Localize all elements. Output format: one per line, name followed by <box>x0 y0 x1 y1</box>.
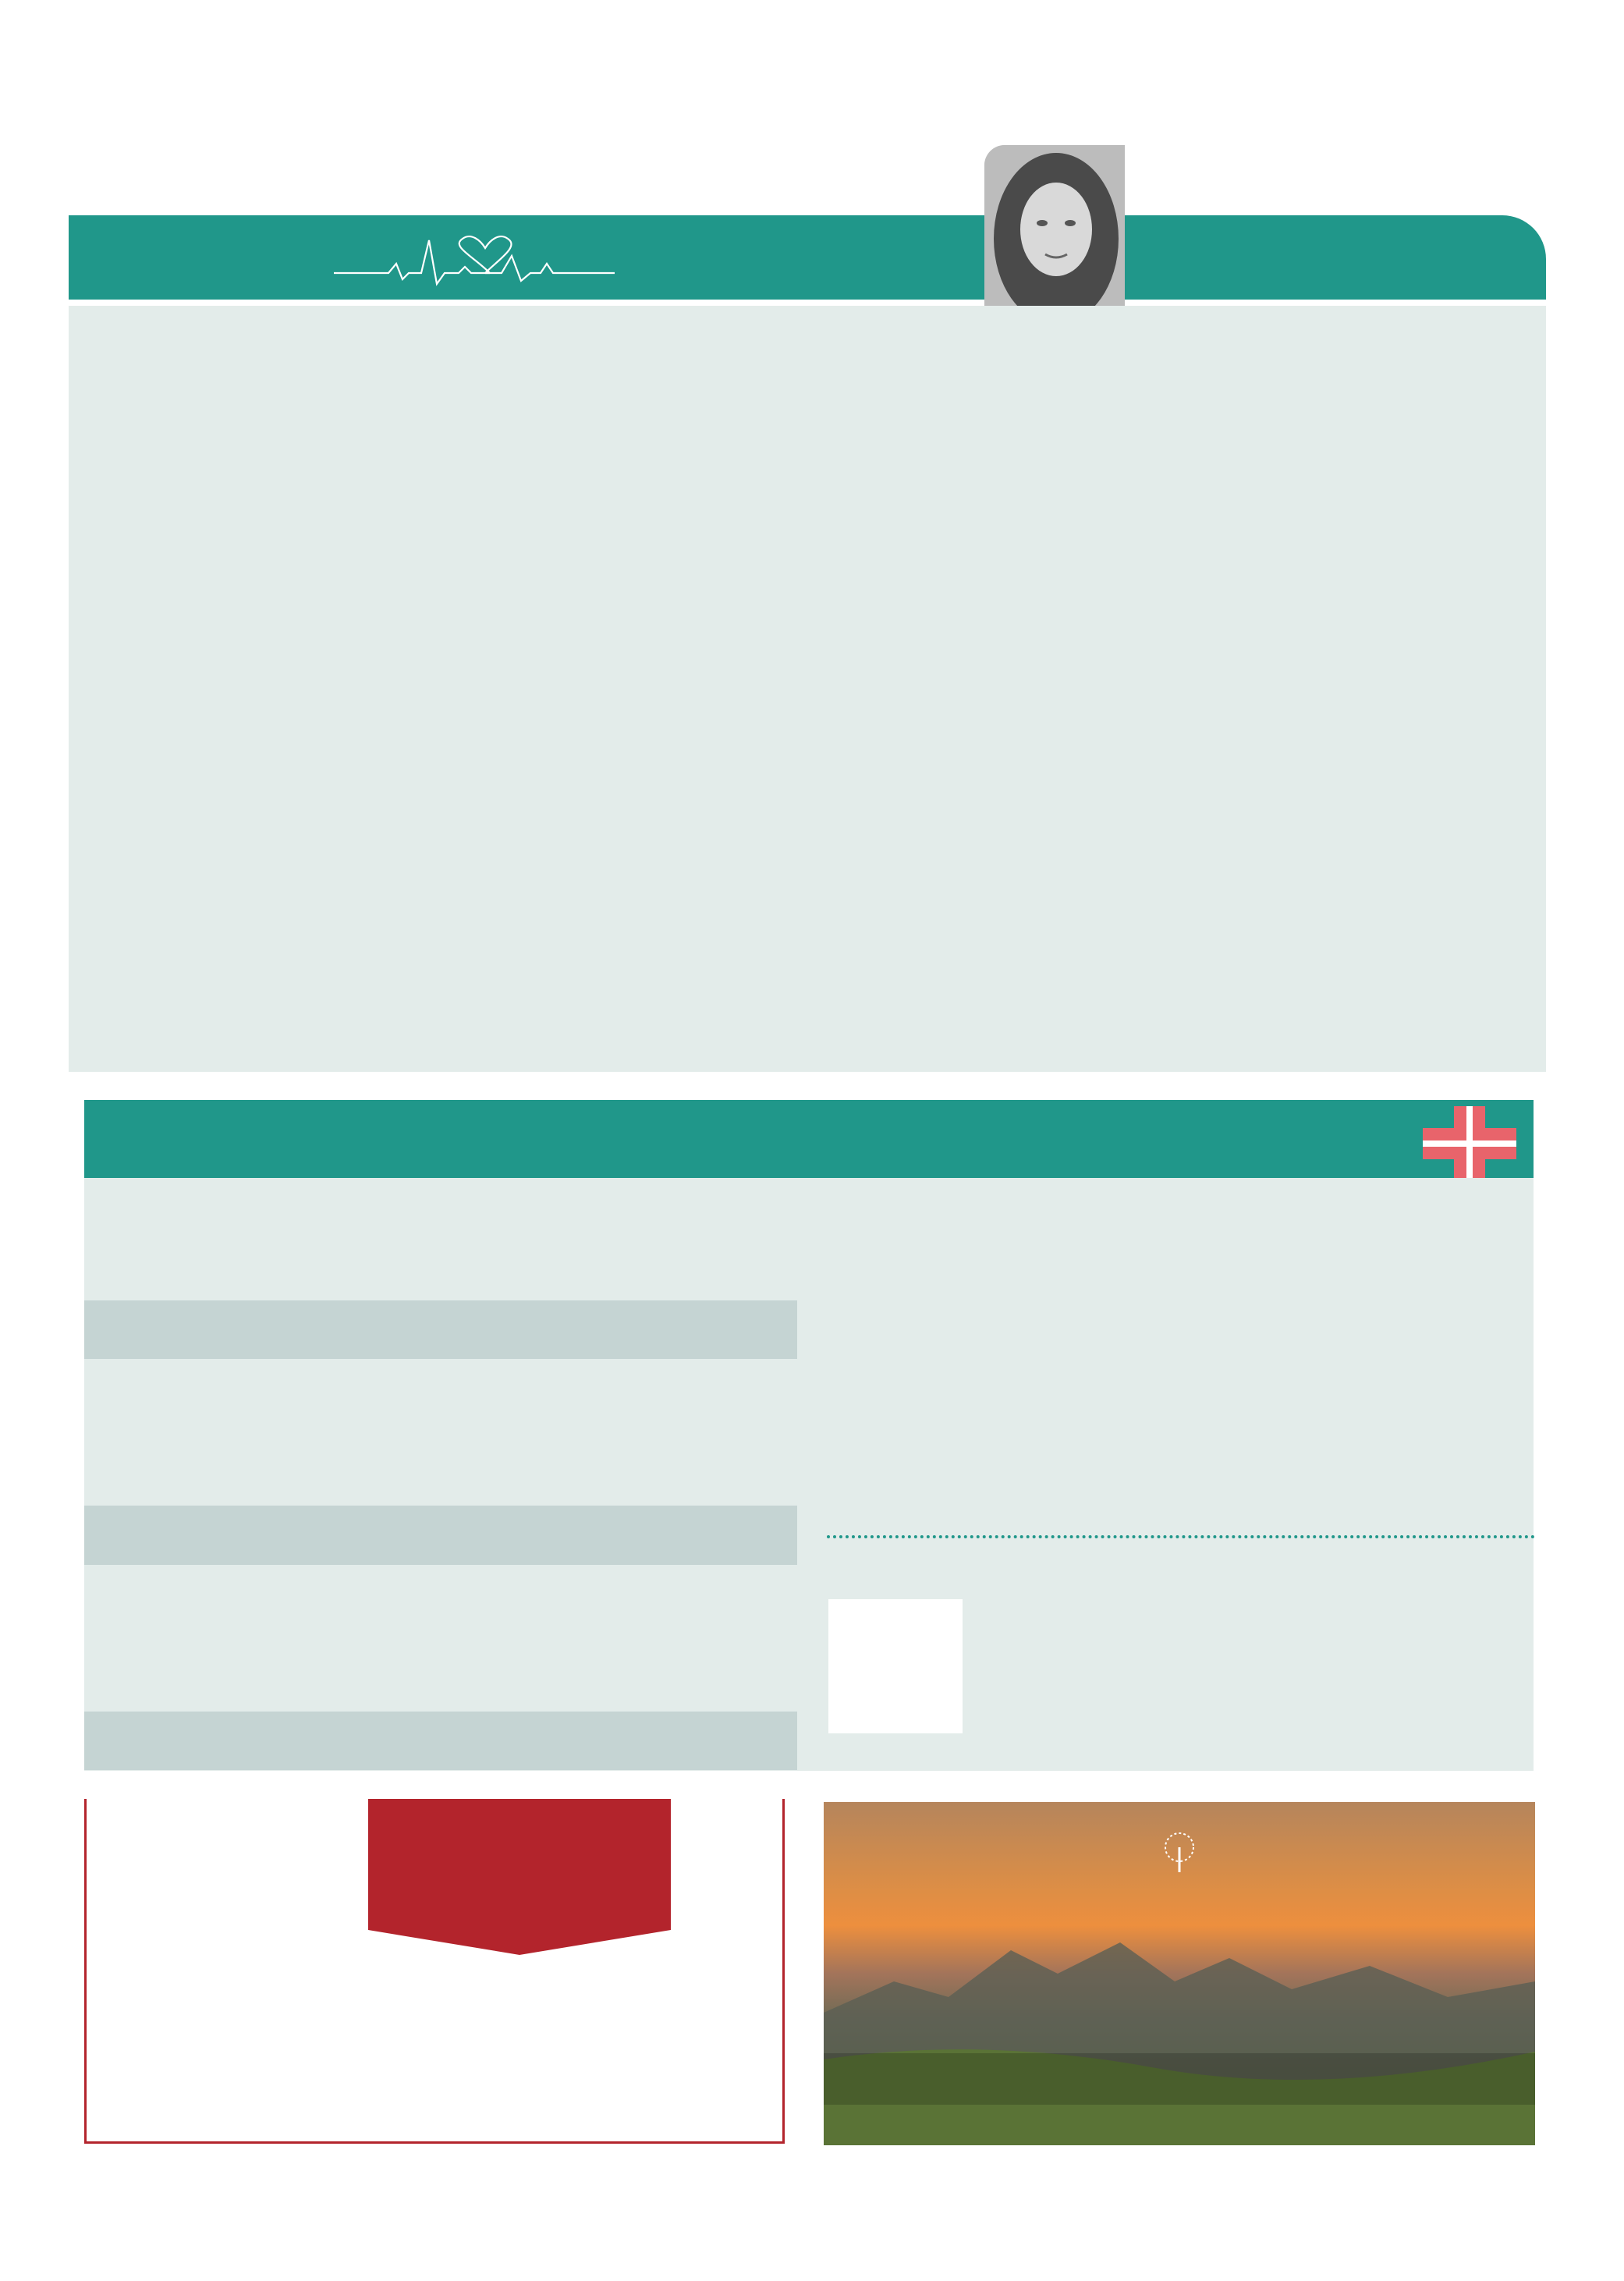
meraner-logo <box>368 1799 671 1955</box>
table-row <box>84 1359 797 1389</box>
theiner-ad <box>824 1802 1535 2145</box>
table-row <box>84 1477 797 1506</box>
region-week-1 <box>822 1253 1516 1279</box>
table-row <box>84 1682 797 1712</box>
qr-code[interactable] <box>828 1599 963 1733</box>
table-row <box>84 1272 797 1301</box>
table-row <box>84 1330 797 1360</box>
table-row <box>84 1506 797 1535</box>
table-row <box>84 1389 797 1418</box>
pharmacy-header-band <box>84 1100 1534 1178</box>
table-row <box>84 1623 797 1653</box>
tree-icon <box>1156 1830 1203 1874</box>
pharmacy-cross-icon <box>1423 1106 1516 1181</box>
dotted-divider <box>827 1535 1535 1538</box>
table-row <box>84 1594 797 1623</box>
column-header-band <box>69 215 1546 300</box>
table-row <box>84 1300 797 1330</box>
table-row <box>84 1652 797 1682</box>
table-row <box>84 1242 797 1272</box>
week-heading <box>822 1253 1516 1279</box>
table-row <box>84 1447 797 1477</box>
author-photo <box>984 145 1125 306</box>
table-row <box>84 1565 797 1595</box>
table-row <box>84 1740 797 1770</box>
table-row <box>84 1535 797 1565</box>
region-week-2 <box>822 1360 1516 1387</box>
week-heading <box>822 1360 1516 1387</box>
article-box <box>69 306 1546 1072</box>
heartbeat-icon <box>334 225 615 287</box>
table-row <box>84 1712 797 1741</box>
table-row <box>84 1418 797 1448</box>
meran-pharmacy-table <box>84 1242 797 1770</box>
